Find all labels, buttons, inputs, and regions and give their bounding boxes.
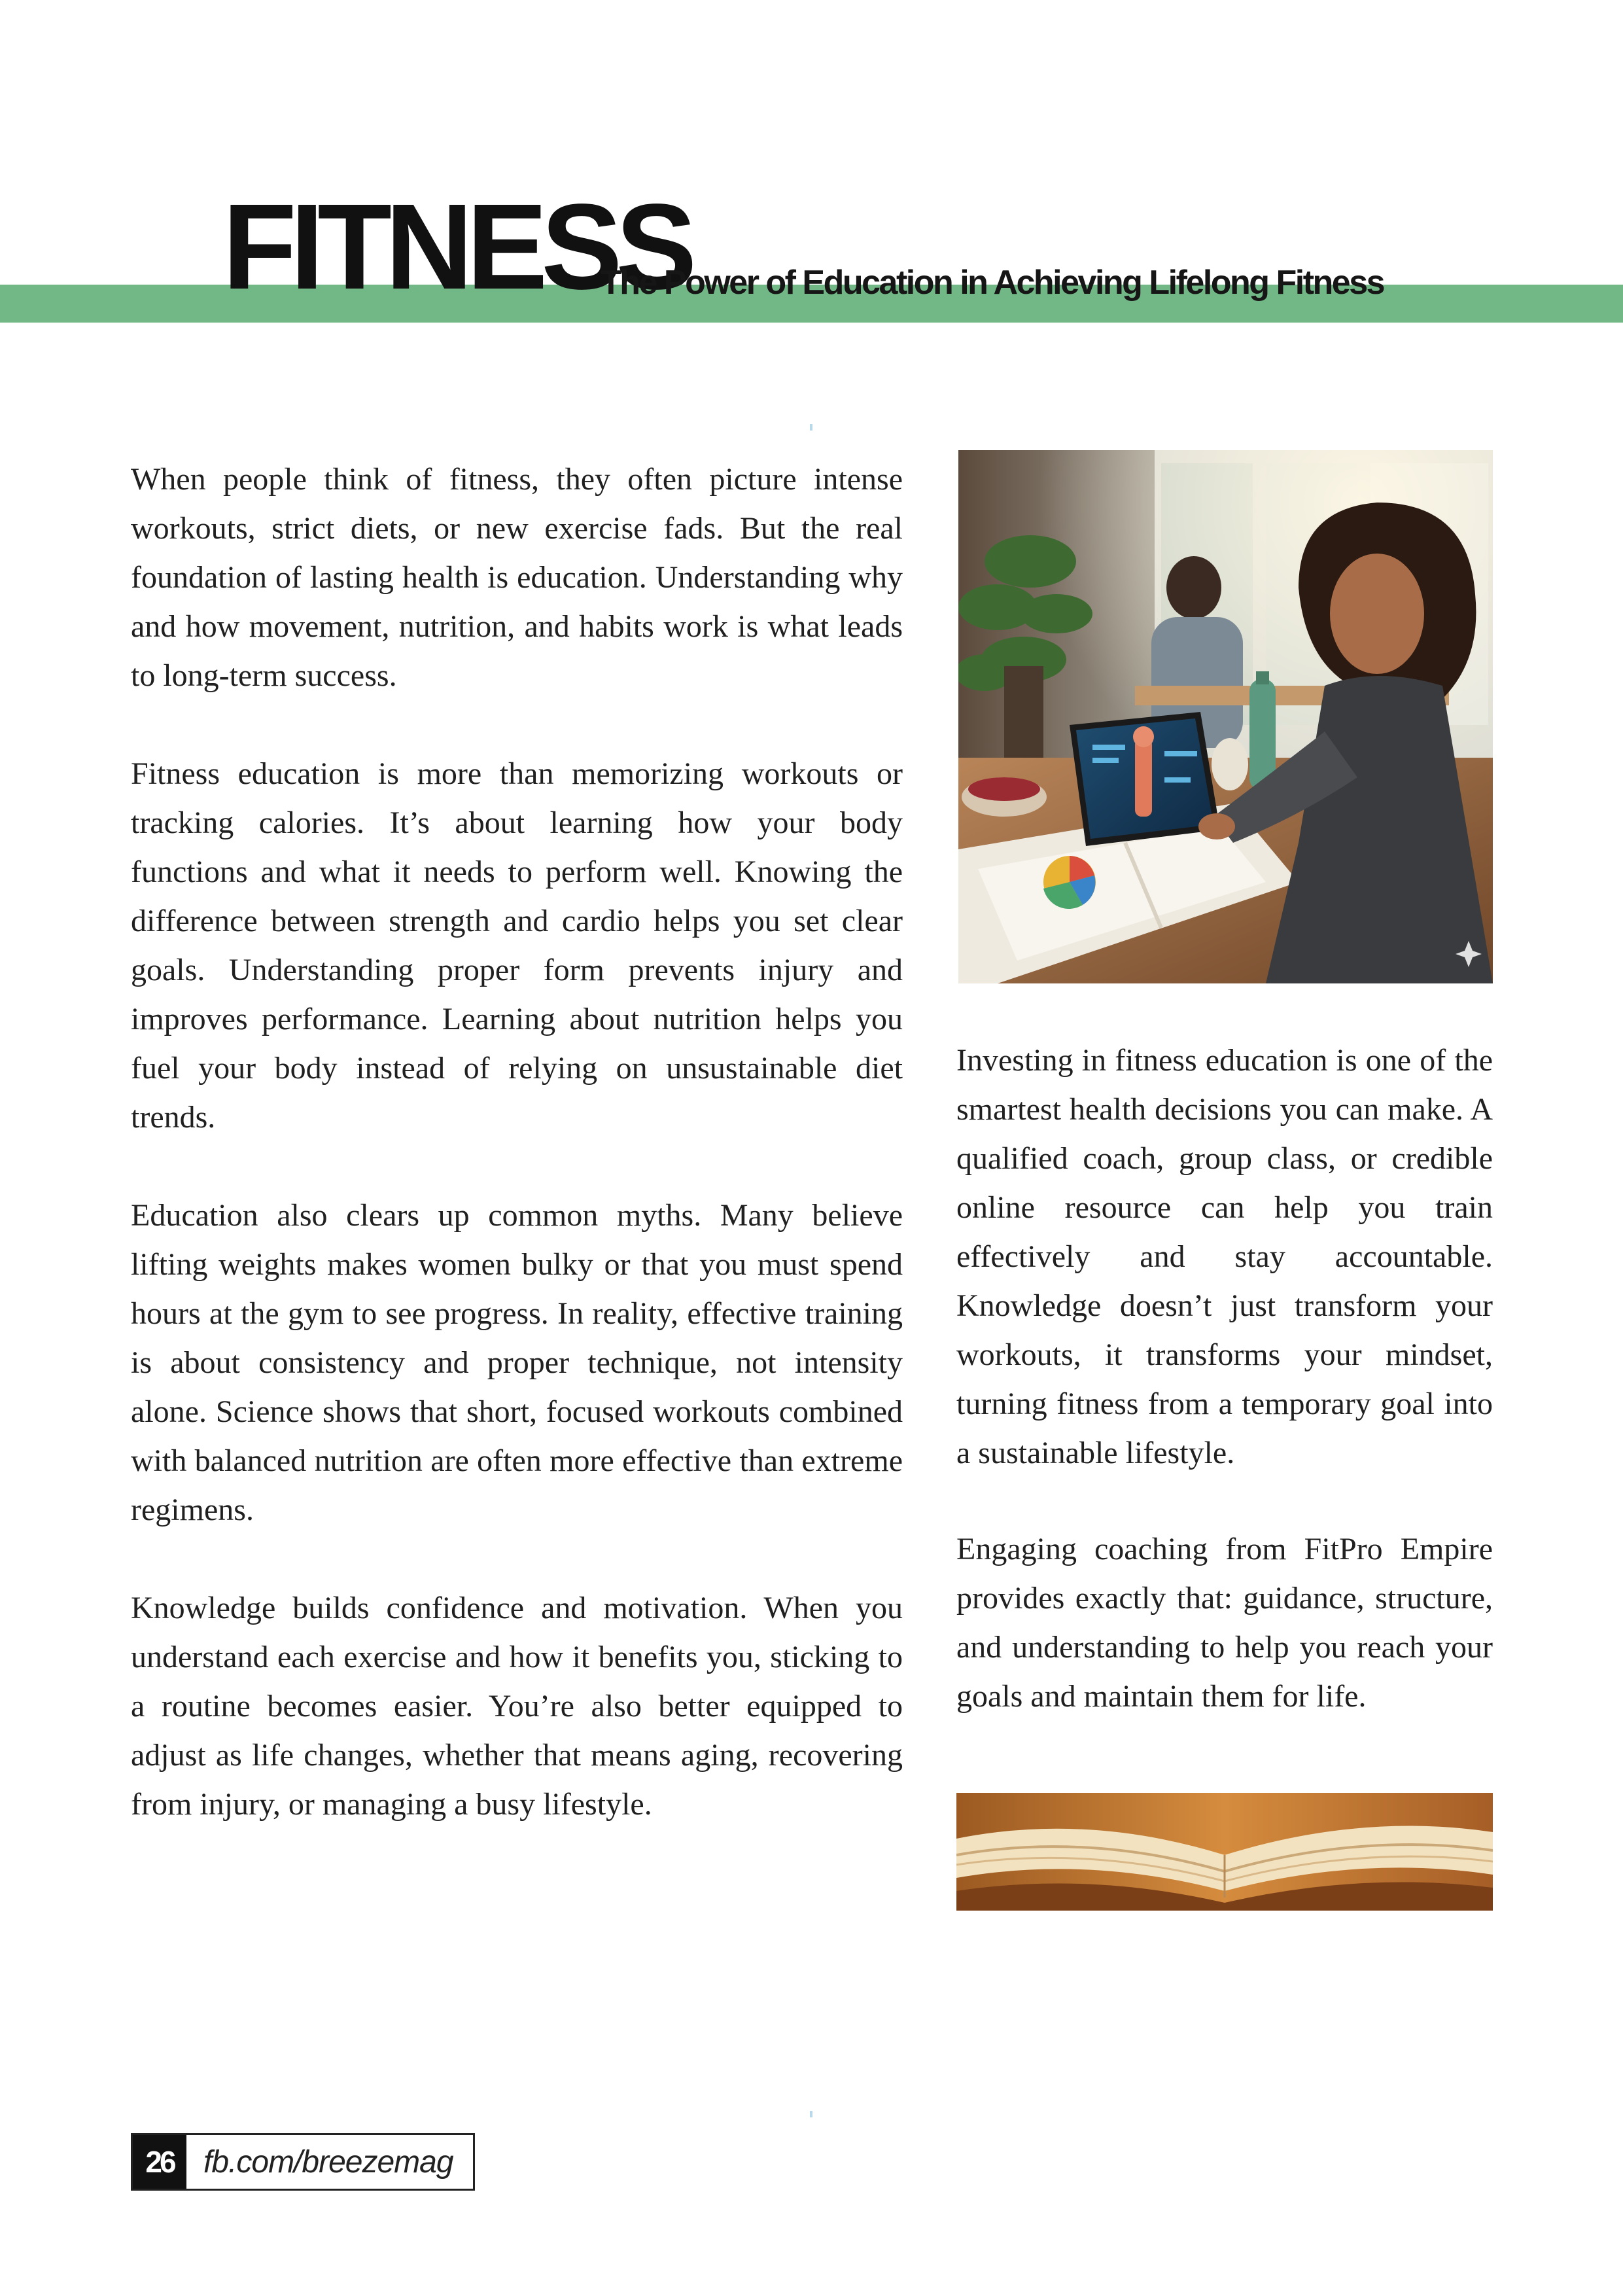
facebook-link[interactable]: fb.com/breezemag: [203, 2144, 453, 2180]
paragraph: Education also clears up common myths. Many believe lifting weights makes women bulky or that you must spend hours at the gym to see progress. In reality, effective training is about consistency and proper technique, not intensity alone. Science shows that short, focused workouts combined with balanced nutrition are often more effective than extreme regimens.: [131, 1198, 903, 1527]
article-headline: The Power of Education in Achieving Lifelong Fitness: [601, 264, 1384, 302]
article-left-column: [131, 455, 903, 1829]
page-footer: [131, 2133, 475, 2191]
paragraph: Investing in fitness education is one of the smartest health decisions you can make. A qualified coach, group class, or credible online resource can help you train effectively and stay accountable. Knowledge doesn’t just transform your workouts, it transforms your mindset, turning fitness from a temporary goal into a sustainable lifestyle.: [956, 1043, 1493, 1470]
print-speck: [810, 2111, 812, 2117]
paragraph: When people think of fitness, they often picture intense workouts, strict diets, or new exercise fads. But the real foundation of lasting health is education. Understanding why and how movement, nutrition, and habits work is what leads to long-term success.: [131, 462, 903, 693]
print-speck: [810, 424, 812, 431]
article-right-column-top: [956, 1036, 1493, 1477]
woman-studying-photo: [958, 450, 1493, 983]
section-title: FITNESS: [222, 179, 691, 315]
page-number: 26: [133, 2135, 186, 2189]
paragraph: Engaging coaching from FitPro Empire provides exactly that: guidance, structure, and understanding to help you reach your goals and maintain them for life.: [956, 1532, 1493, 1714]
paragraph: Knowledge builds confidence and motivation. When you understand each exercise and how it benefits you, sticking to a routine becomes easier. You’re also better equipped to adjust as life changes, whether that means aging, recovering from injury, or managing a busy lifestyle.: [131, 1591, 903, 1822]
article-right-column-bottom: [956, 1525, 1493, 1721]
paragraph: Fitness education is more than memorizing workouts or tracking calories. It’s about learning how your body functions and what it needs to perform well. Knowing the difference between strength and cardio helps you set clear goals. Understanding proper form prevents injury and improves performance. Learning about nutrition helps you fuel your body instead of relying on unsustainable diet trends.: [131, 756, 903, 1135]
open-book-photo: [956, 1793, 1493, 1911]
